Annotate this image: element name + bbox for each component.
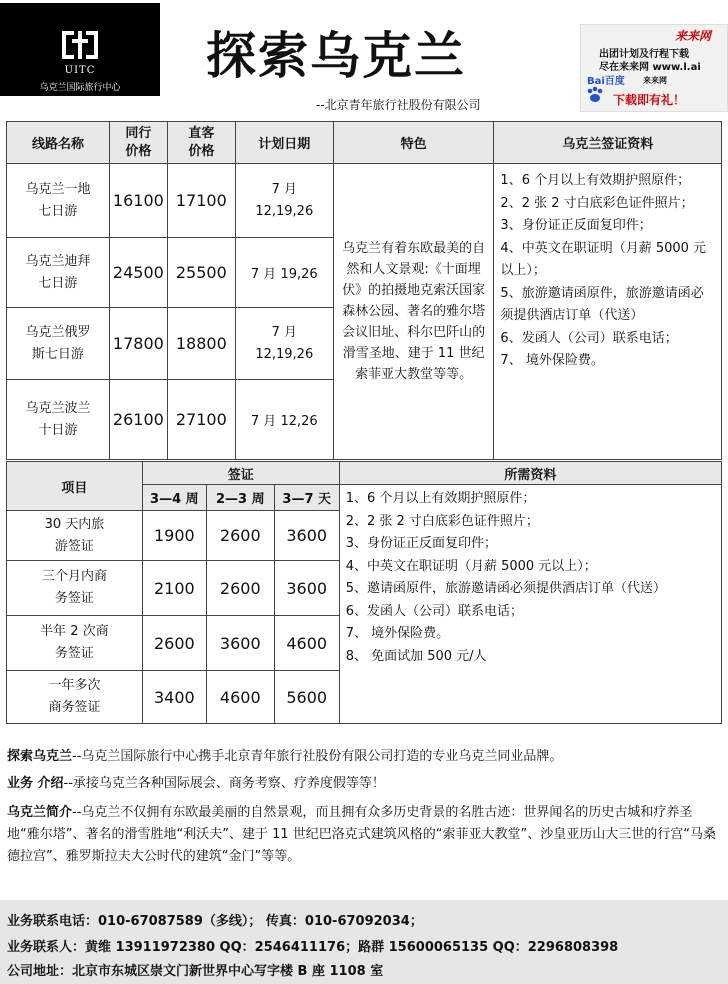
visa-item-name-text: 三个月内商务签证 <box>41 569 107 606</box>
direct-price: 17100 <box>167 164 235 238</box>
route-feature: 乌克兰有着东欧最美的自然和人文景观:《十面埋伏》的拍摄地克索沃国家森林公园、著名的雅尔塔会议旧址、科尔巴阡山的滑雪圣地、建于 11 世纪索菲亚大教堂等等。 <box>333 164 494 460</box>
required-doc-item: 3、身份证正反面复印件； <box>345 536 497 551</box>
required-doc-item: 7、 境外保险费。 <box>345 626 450 641</box>
required-doc-item: 1、6 个月以上有效期护照原件； <box>345 491 536 506</box>
visa-doc-item: 2、2 张 2 寸白底彩色证件照片； <box>500 195 694 211</box>
plan-date <box>235 308 333 380</box>
visa-doc-item: 5、旅游邀请函原件，旅游邀请函必须提供酒店订单（代送） <box>500 285 704 323</box>
header-plan-date: 计划日期 <box>235 122 333 164</box>
header-route-name: 线路名称 <box>7 122 110 164</box>
page-subtitle: --北京青年旅行社股份有限公司 <box>316 98 481 112</box>
required-doc-item: 2、2 张 2 寸白底彩色证件照片； <box>345 513 539 529</box>
contact-people: 业务联系人：黄维 13911972380 QQ：2546411176；路群 15600065135 QQ：2296808398 <box>7 940 619 955</box>
visa-doc-item: 7、 境外保险费。 <box>500 353 604 368</box>
business-text: --承接乌克兰各种国际展会、商务考察、疗养度假等等！ <box>63 776 385 791</box>
required-doc-item: 6、发函人（公司）联系电话； <box>345 603 523 619</box>
visa-item-name-text: 30 天内旅游签证 <box>44 516 105 554</box>
visa-price: 2600 <box>206 561 274 616</box>
visa-docs-list <box>494 164 722 460</box>
route-name-text: 乌克兰一地七日游 <box>25 181 91 219</box>
visa-item-name <box>7 671 143 724</box>
visa-price: 1900 <box>142 511 206 561</box>
plan-date <box>235 164 333 238</box>
peer-price: 24500 <box>109 238 167 308</box>
brand-label: 探索乌克兰 <box>7 749 73 764</box>
visa-item-name-text: 半年 2 次商务签证 <box>40 624 109 661</box>
header-visa-group: 签证 <box>142 462 339 485</box>
visa-item-name <box>7 616 143 671</box>
visa-item-name-text: 一年多次商务签证 <box>48 678 101 715</box>
visa-price: 4600 <box>274 616 339 671</box>
route-name <box>7 164 110 238</box>
visa-doc-item: 3、身份证正反面复印件； <box>500 218 652 233</box>
header-item: 项目 <box>7 462 143 511</box>
visa-price: 3600 <box>274 561 339 616</box>
visa-doc-item: 6、发函人（公司）联系电话； <box>500 330 678 346</box>
plan-date-text: 7 月 12,19,26 <box>255 181 314 219</box>
peer-price: 17800 <box>109 308 167 380</box>
visa-price: 3400 <box>142 671 206 724</box>
header-period: 2—3 周 <box>206 485 274 511</box>
plan-date-text: 7 月 12,19,26 <box>255 324 314 362</box>
visa-item-name <box>7 561 143 616</box>
visa-price: 3600 <box>206 616 274 671</box>
header-visa-docs: 乌克兰签证资料 <box>494 122 722 164</box>
business-label: 业务 介绍 <box>7 776 64 791</box>
logo-text: UITC <box>64 65 96 76</box>
plan-date: 7 月 19,26 <box>235 238 333 308</box>
ad-download-text: 下载即有礼！ <box>613 93 686 107</box>
route-name-text: 乌克兰波兰十日游 <box>25 400 91 438</box>
route-name-text: 乌克兰迪拜七日游 <box>25 253 91 291</box>
direct-price: 25500 <box>167 238 235 308</box>
required-doc-item: 5、邀请函原件，旅游邀请函必须提供酒店订单（代送） <box>345 581 666 596</box>
ad-baidu-label: Bai百度 <box>587 76 625 87</box>
direct-price: 27100 <box>167 380 235 460</box>
required-doc-item: 8、 免面试加 500 元/人 <box>345 648 487 664</box>
plan-date: 7 月 12,26 <box>235 380 333 460</box>
intro-paragraph <box>7 802 719 868</box>
uitc-logo-mark <box>58 27 102 63</box>
intro-label: 乌克兰简介 <box>7 805 73 820</box>
ad-line-2: 尽在来来网 www.l.ai <box>599 62 701 73</box>
visa-table <box>6 461 722 724</box>
brand-text: --乌克兰国际旅行中心携手北京青年旅行社股份有限公司打造的专业乌克兰同业品牌。 <box>72 749 563 764</box>
visa-doc-item: 4、中英文在职证明（月薪 5000 元以上）； <box>500 240 707 278</box>
visa-doc-item: 1、6 个月以上有效期护照原件； <box>500 173 691 188</box>
brand-paragraph <box>7 746 719 768</box>
header-feature: 特色 <box>333 122 494 164</box>
business-paragraph <box>7 773 719 795</box>
page-title: 探索乌克兰 <box>206 26 466 85</box>
header-required-docs: 所需资料 <box>339 462 721 485</box>
laila-ad-banner[interactable] <box>580 24 728 112</box>
required-doc-item: 4、中英文在职证明（月薪 5000 元以上）； <box>345 558 597 574</box>
visa-price: 2600 <box>142 616 206 671</box>
peer-price: 26100 <box>109 380 167 460</box>
visa-price: 5600 <box>274 671 339 724</box>
visa-price: 4600 <box>206 671 274 724</box>
direct-price: 18800 <box>167 308 235 380</box>
header-peer-price-label: 同行价格 <box>125 125 152 159</box>
table-row <box>7 164 722 238</box>
required-docs-list <box>339 485 721 724</box>
route-name <box>7 308 110 380</box>
header-period: 3—7 天 <box>274 485 339 511</box>
header-period: 3—4 周 <box>142 485 206 511</box>
route-name <box>7 380 110 460</box>
visa-item-name <box>7 511 143 561</box>
ad-site-name: 来来网 <box>674 29 711 43</box>
contact-block <box>0 900 728 984</box>
header-direct-price-label: 直客价格 <box>188 125 215 159</box>
header-direct-price <box>167 122 235 164</box>
header-peer-price <box>109 122 167 164</box>
visa-price: 3600 <box>274 511 339 561</box>
logo-subtext: 乌克兰国际旅行中心 <box>39 83 121 93</box>
intro-text: --乌克兰不仅拥有东欧最美丽的自然景观，而且拥有众多历史背景的名胜古迹：世界闻名的历史古城和疗养圣地“雅尔塔”、著名的滑雪胜地“利沃夫”、建于 11 世纪巴洛克式建筑风格的“索菲亚大教堂”、沙皇亚历山大三世的行宫“马桑德拉宫”、雅罗斯拉夫大公时代的建筑“金门”等等。 <box>7 805 716 864</box>
ad-line-1: 出团计划及行程下载 <box>599 49 689 60</box>
route-name <box>7 238 110 308</box>
baidu-paw-icon <box>585 85 605 105</box>
contact-address: 公司地址：北京市东城区崇文门新世界中心写字楼 B 座 1108 室 <box>7 964 384 979</box>
visa-price: 2600 <box>206 511 274 561</box>
visa-price: 2100 <box>142 561 206 616</box>
routes-table <box>6 121 722 460</box>
contact-phone: 业务联系电话：010-67087589（多线）； 传真：010-67092034； <box>7 914 423 929</box>
route-name-text: 乌克兰俄罗斯七日游 <box>25 324 91 362</box>
peer-price: 16100 <box>109 164 167 238</box>
ad-baidu-site: 来来网 <box>643 76 667 85</box>
company-logo <box>0 3 160 96</box>
